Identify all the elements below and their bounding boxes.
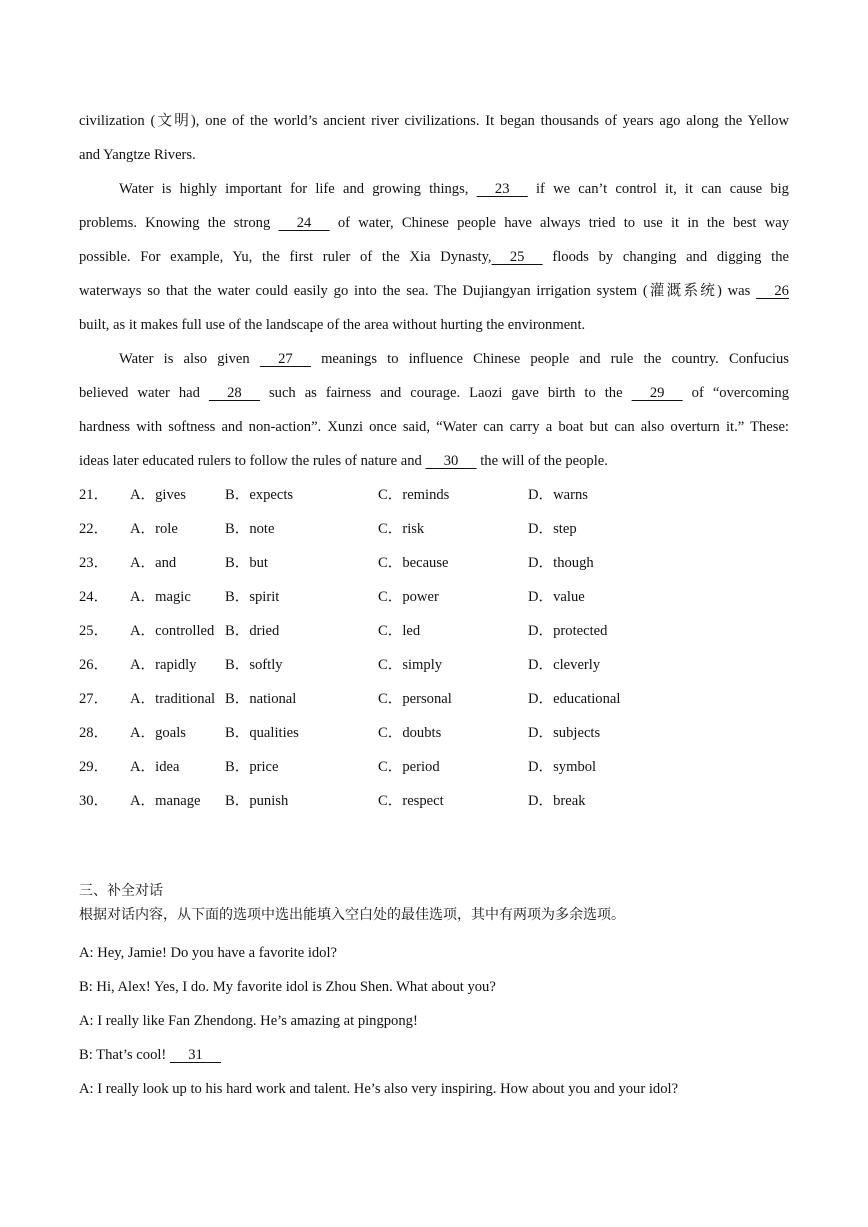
option-a[interactable]: A．manage [130,793,201,809]
option-d[interactable]: D．protected [528,623,608,639]
dialogue-line: A: I really like Fan Zhendong. He’s amazing at pingpong! [79,1013,418,1029]
blank-28: 28 [208,385,260,401]
passage-text: built, as it makes full use of the landscape of the area without hurting the environment. [79,317,586,333]
blank-25: 25 [491,249,543,265]
dialogue-line: B: Hi, Alex! Yes, I do. My favorite idol is Zhou Shen. What about you? [79,979,496,995]
passage-line [79,172,789,206]
option-row [79,716,789,750]
option-a[interactable]: A．role [130,521,178,537]
question-number[interactable]: 30． [79,793,109,809]
option-a[interactable]: A．goals [130,725,186,741]
blank-26: 26 [756,283,789,299]
option-row [79,546,789,580]
dialogue-text: B: That’s cool! [79,1047,167,1063]
option-d[interactable]: D．symbol [528,759,597,775]
option-a[interactable]: A．idea [130,759,180,775]
option-row [79,512,789,546]
options-list [79,478,789,818]
question-number[interactable]: 25． [79,623,109,639]
question-number[interactable]: 26． [79,657,109,673]
option-d[interactable]: D．step [528,521,577,537]
option-c[interactable]: C．reminds [378,487,450,503]
option-c[interactable]: C．risk [378,521,425,537]
option-a[interactable]: A．magic [130,589,191,605]
passage-text: Water is also given [119,351,250,367]
option-d[interactable]: D．educational [528,691,621,707]
question-number[interactable]: 29． [79,759,109,775]
option-b[interactable]: B．qualities [225,725,299,741]
passage-text: hardness with softness and non-action”. Xunzi once said, “Water can carry a boat but can also overturn it.” These: [79,419,789,435]
option-c[interactable]: C．period [378,759,440,775]
option-c[interactable]: C．doubts [378,725,442,741]
passage-line [79,104,789,138]
option-a[interactable]: A．rapidly [130,657,197,673]
passage-text: such as fairness and courage. Laozi gave birth to the [268,385,623,401]
blank-27: 27 [259,351,311,367]
option-b[interactable]: B．expects [225,487,294,503]
option-c[interactable]: C．because [378,555,449,571]
passage-text: the will of the people. [480,453,608,469]
option-d[interactable]: D．cleverly [528,657,601,673]
option-a[interactable]: A．controlled [130,623,215,639]
passage-line [79,410,789,444]
option-d[interactable]: D．subjects [528,725,601,741]
passage-line [79,274,789,308]
blank-30: 30 [425,453,477,469]
blank-24: 24 [278,215,330,231]
option-d[interactable]: D．value [528,589,585,605]
option-c[interactable]: C．led [378,623,421,639]
passage-text: problems. Knowing the strong [79,215,271,231]
option-b[interactable]: B．punish [225,793,289,809]
option-b[interactable]: B．price [225,759,279,775]
question-number[interactable]: 28． [79,725,109,741]
passage-text: and Yangtze Rivers. [79,147,196,163]
passage-text: waterways so that the water could easily go into the sea. The Dujiangyan irrigation system (灌溉系统) was [79,283,751,299]
section-heading: 三、补全对话 [79,883,163,899]
option-row [79,648,789,682]
section-instruction: 根据对话内容，从下面的选项中选出能填入空白处的最佳选项，其中有两项为多余选项。 [79,907,625,923]
passage-line [79,240,789,274]
passage-line [79,342,789,376]
dialogue-line: A: Hey, Jamie! Do you have a favorite idol? [79,945,338,961]
blank-23: 23 [476,181,528,197]
passage-line [79,308,789,342]
option-b[interactable]: B．dried [225,623,280,639]
option-b[interactable]: B．softly [225,657,283,673]
option-b[interactable]: B．spirit [225,589,280,605]
passage-text: of water, Chinese people have always tried to use it in the best way [337,215,789,231]
option-a[interactable]: A．and [130,555,177,571]
passage-text: civilization (文明), one of the world’s ancient river civilizations. It began thousands of years ago along the Yellow [79,113,789,129]
passage-text: ideas later educated rulers to follow the rules of nature and [79,453,422,469]
passage-text: believed water had [79,385,200,401]
passage-text: floods by changing and digging the [552,249,790,265]
question-number[interactable]: 23． [79,555,109,571]
option-b[interactable]: B．national [225,691,297,707]
passage-text: Water is highly important for life and growing things, [119,181,469,197]
option-b[interactable]: B．note [225,521,275,537]
passage-text: of “overcoming [691,385,790,401]
blank-31: 31 [169,1047,222,1063]
option-a[interactable]: A．gives [130,487,186,503]
question-number[interactable]: 27． [79,691,109,707]
option-row [79,478,789,512]
passage-line [79,138,789,172]
question-number[interactable]: 21． [79,487,109,503]
option-b[interactable]: B．but [225,555,268,571]
option-d[interactable]: D．though [528,555,594,571]
option-row [79,580,789,614]
dialogue-line: A: I really look up to his hard work and talent. He’s also very inspiring. How about you and your idol? [79,1081,679,1097]
passage-line [79,376,789,410]
option-row [79,614,789,648]
passage-text: meanings to influence Chinese people and rule the country. Confucius [321,351,789,367]
blank-29: 29 [631,385,683,401]
passage-text: possible. For example, Yu, the first ruler of the Xia Dynasty, [79,249,492,265]
option-c[interactable]: C．power [378,589,439,605]
option-a[interactable]: A．traditional [130,691,216,707]
passage-line [79,444,789,478]
question-number[interactable]: 24． [79,589,109,605]
passage-line [79,206,789,240]
option-d[interactable]: D．warns [528,487,588,503]
question-number[interactable]: 22． [79,521,109,537]
dialogue-line [79,1038,789,1072]
option-row [79,784,789,818]
option-row [79,682,789,716]
passage-text: if we can’t control it, it can cause big [535,181,789,197]
option-c[interactable]: C．personal [378,691,452,707]
document-page [79,104,789,1106]
option-c[interactable]: C．respect [378,793,444,809]
option-c[interactable]: C．simply [378,657,443,673]
option-row [79,750,789,784]
option-d[interactable]: D．break [528,793,586,809]
